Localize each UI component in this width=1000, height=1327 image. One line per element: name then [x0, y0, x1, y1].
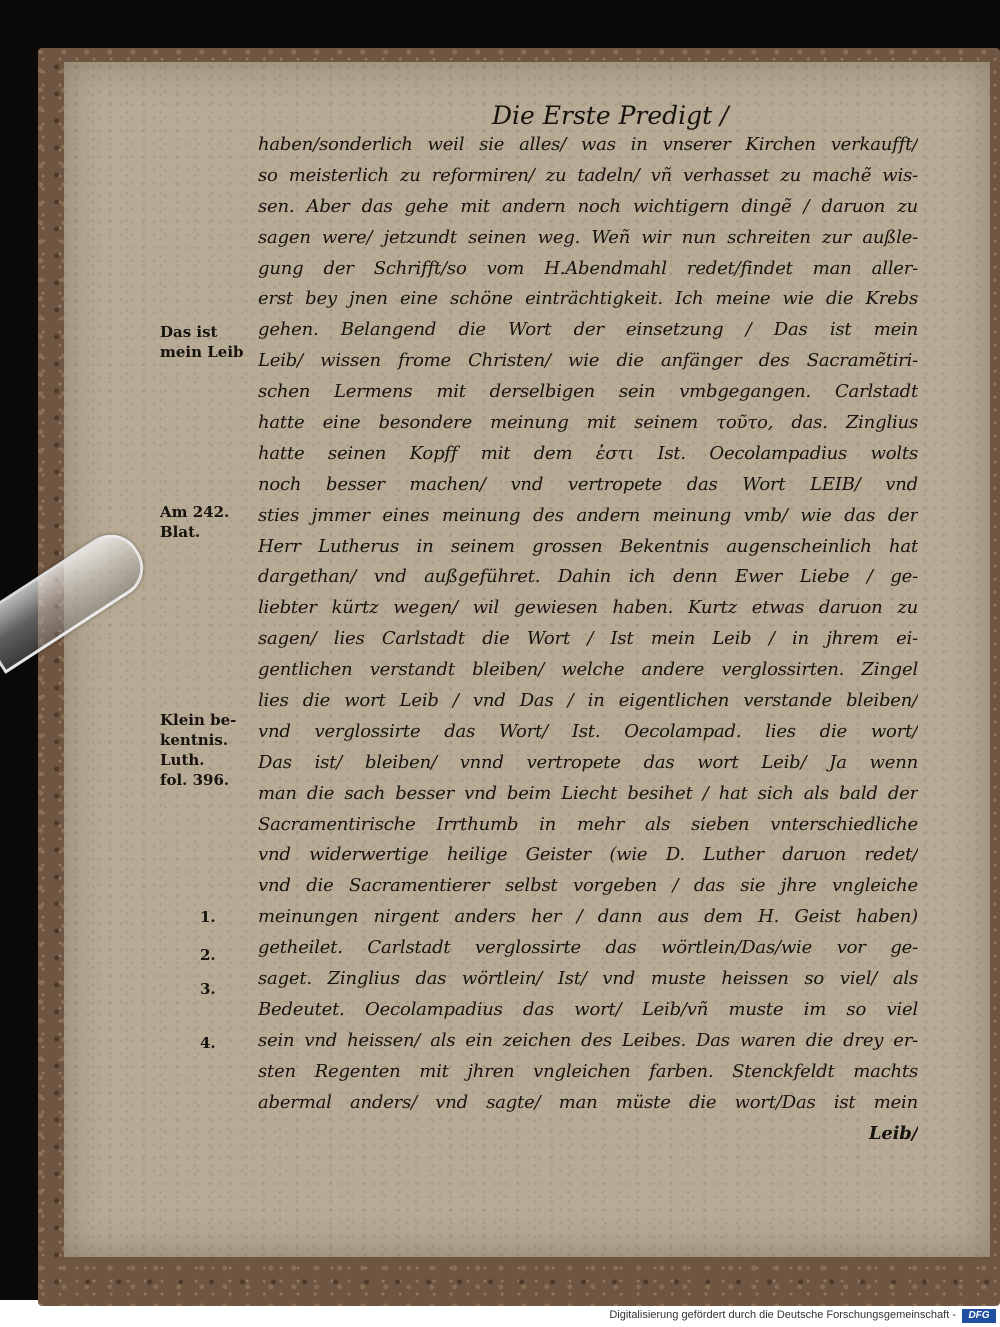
text-line: dargethan/ vnd außgeführet. Dahin ich denn Ewer Liebe / ge-: [258, 566, 918, 588]
text-line: Das ist/ bleiben/ vnnd vertropete das wort Leib/ Ja wenn: [258, 751, 918, 773]
text-line: Bedeutet. Oecolampadius das wort/ Leib/vñ muste im so viel: [258, 998, 918, 1020]
text-line: noch besser machen/ vnd vertropete das Wort LEIB/ vnd: [258, 473, 918, 495]
text-line: so meisterlich zu reformiren/ zu tadeln/ vñ verhasset zu machẽ wis-: [258, 164, 918, 186]
text-line: sagen/ lies Carlstadt die Wort / Ist mein Leib / in jhrem ei-: [258, 628, 918, 650]
text-line: erst bey jnen eine schöne einträchtigkeit. Ich meine wie die Krebs: [258, 288, 918, 310]
text-line: haben/sonderlich weil sie alles/ was in vnserer Kirchen verkaufft/: [258, 134, 918, 155]
dfg-logo: DFG: [962, 1309, 996, 1323]
text-line: schen Lermens mit derselbigen sein vmbgegangen. Carlstadt: [258, 381, 918, 403]
text-line: Sacramentirische Irrthumb in mehr als sieben vnterschiedliche: [258, 813, 918, 835]
text-line: lies die wort Leib / vnd Das / in eigentlichen verstande bleiben/: [258, 690, 918, 712]
margin-numeral-4: 4.: [200, 1034, 216, 1052]
margin-numeral-2: 2.: [200, 946, 216, 964]
text-line: abermal anders/ vnd sagte/ man müste die wort/Das ist mein: [258, 1091, 918, 1113]
text-line: sties jmmer eines meinung des andern meinung vmb/ wie das der: [258, 504, 918, 526]
text-line: sein vnd heissen/ als ein zeichen des Leibes. Das waren die drey er-: [258, 1029, 918, 1051]
text-line: vnd die Sacramentierer selbst vorgeben / das sie jhre vngleiche: [258, 875, 918, 897]
footer-credit: Digitalisierung gefördert durch die Deutsche Forschungsgemeinschaft -: [609, 1309, 956, 1321]
text-line: liebter kürtz wegen/ wil gewiesen haben. Kurtz etwas daruon zu: [258, 597, 918, 619]
text-line: Leib/ wissen frome Christen/ wie die anfänger des Sacramẽtiri-: [258, 350, 918, 372]
text-line: man die sach besser vnd beim Liecht besihet / hat sich als bald der: [258, 782, 918, 804]
margin-numeral-3: 3.: [200, 980, 216, 998]
text-line: sen. Aber das gehe mit andern noch wichtigern dingẽ / daruon zu: [258, 195, 918, 217]
footer-bar: [0, 1306, 1000, 1327]
margin-note-das-ist-mein-leib: Das ist mein Leib: [160, 323, 244, 361]
text-line: gung der Schrifft/so vom H.Abendmahl redet/findet man aller-: [258, 257, 918, 279]
text-line: vnd widerwertige heilige Geister (wie D. Luther daruon redet/: [258, 844, 918, 866]
text-line: gentlichen verstandt bleiben/ welche andere verglossirten. Zingel: [258, 659, 918, 681]
text-line: meinungen nirgent anders her / dann aus dem H. Geist haben): [258, 906, 918, 928]
catchword: Leib/: [868, 1122, 918, 1144]
running-head: Die Erste Predigt /: [492, 101, 729, 130]
text-line: hatte seinen Kopff mit dem ἐστι Ist. Oecolampadius wolts: [258, 442, 918, 464]
text-line: sten Regenten mit jhren vngleichen farben. Stenckfeldt machts: [258, 1060, 918, 1082]
text-line: getheilet. Carlstadt verglossirte das wörtlein/Das/wie vor ge-: [258, 937, 918, 959]
text-line: vnd verglossirte das Wort/ Ist. Oecolampad. lies die wort/: [258, 720, 918, 742]
text-line: sagen were/ jetzundt seinen weg. Weñ wir nun schreiten zur außle-: [258, 226, 918, 248]
text-line: gehen. Belangend die Wort der einsetzung / Das ist mein: [258, 319, 918, 341]
body-text: [258, 130, 918, 1149]
margin-note-klein-bekentnis: Klein be- kentnis. Luth. fol. 396.: [160, 711, 237, 789]
text-line: saget. Zinglius das wörtlein/ Ist/ vnd muste heissen so viel/ als: [258, 968, 918, 990]
text-line: Herr Lutherus in seinem grossen Bekentnis augenscheinlich hat: [258, 535, 918, 557]
margin-note-am-242-blat: Am 242. Blat.: [160, 503, 230, 541]
margin-numeral-1: 1.: [200, 908, 216, 926]
text-line: hatte eine besondere meinung mit seinem τοῦτο, das. Zinglius: [258, 412, 918, 434]
